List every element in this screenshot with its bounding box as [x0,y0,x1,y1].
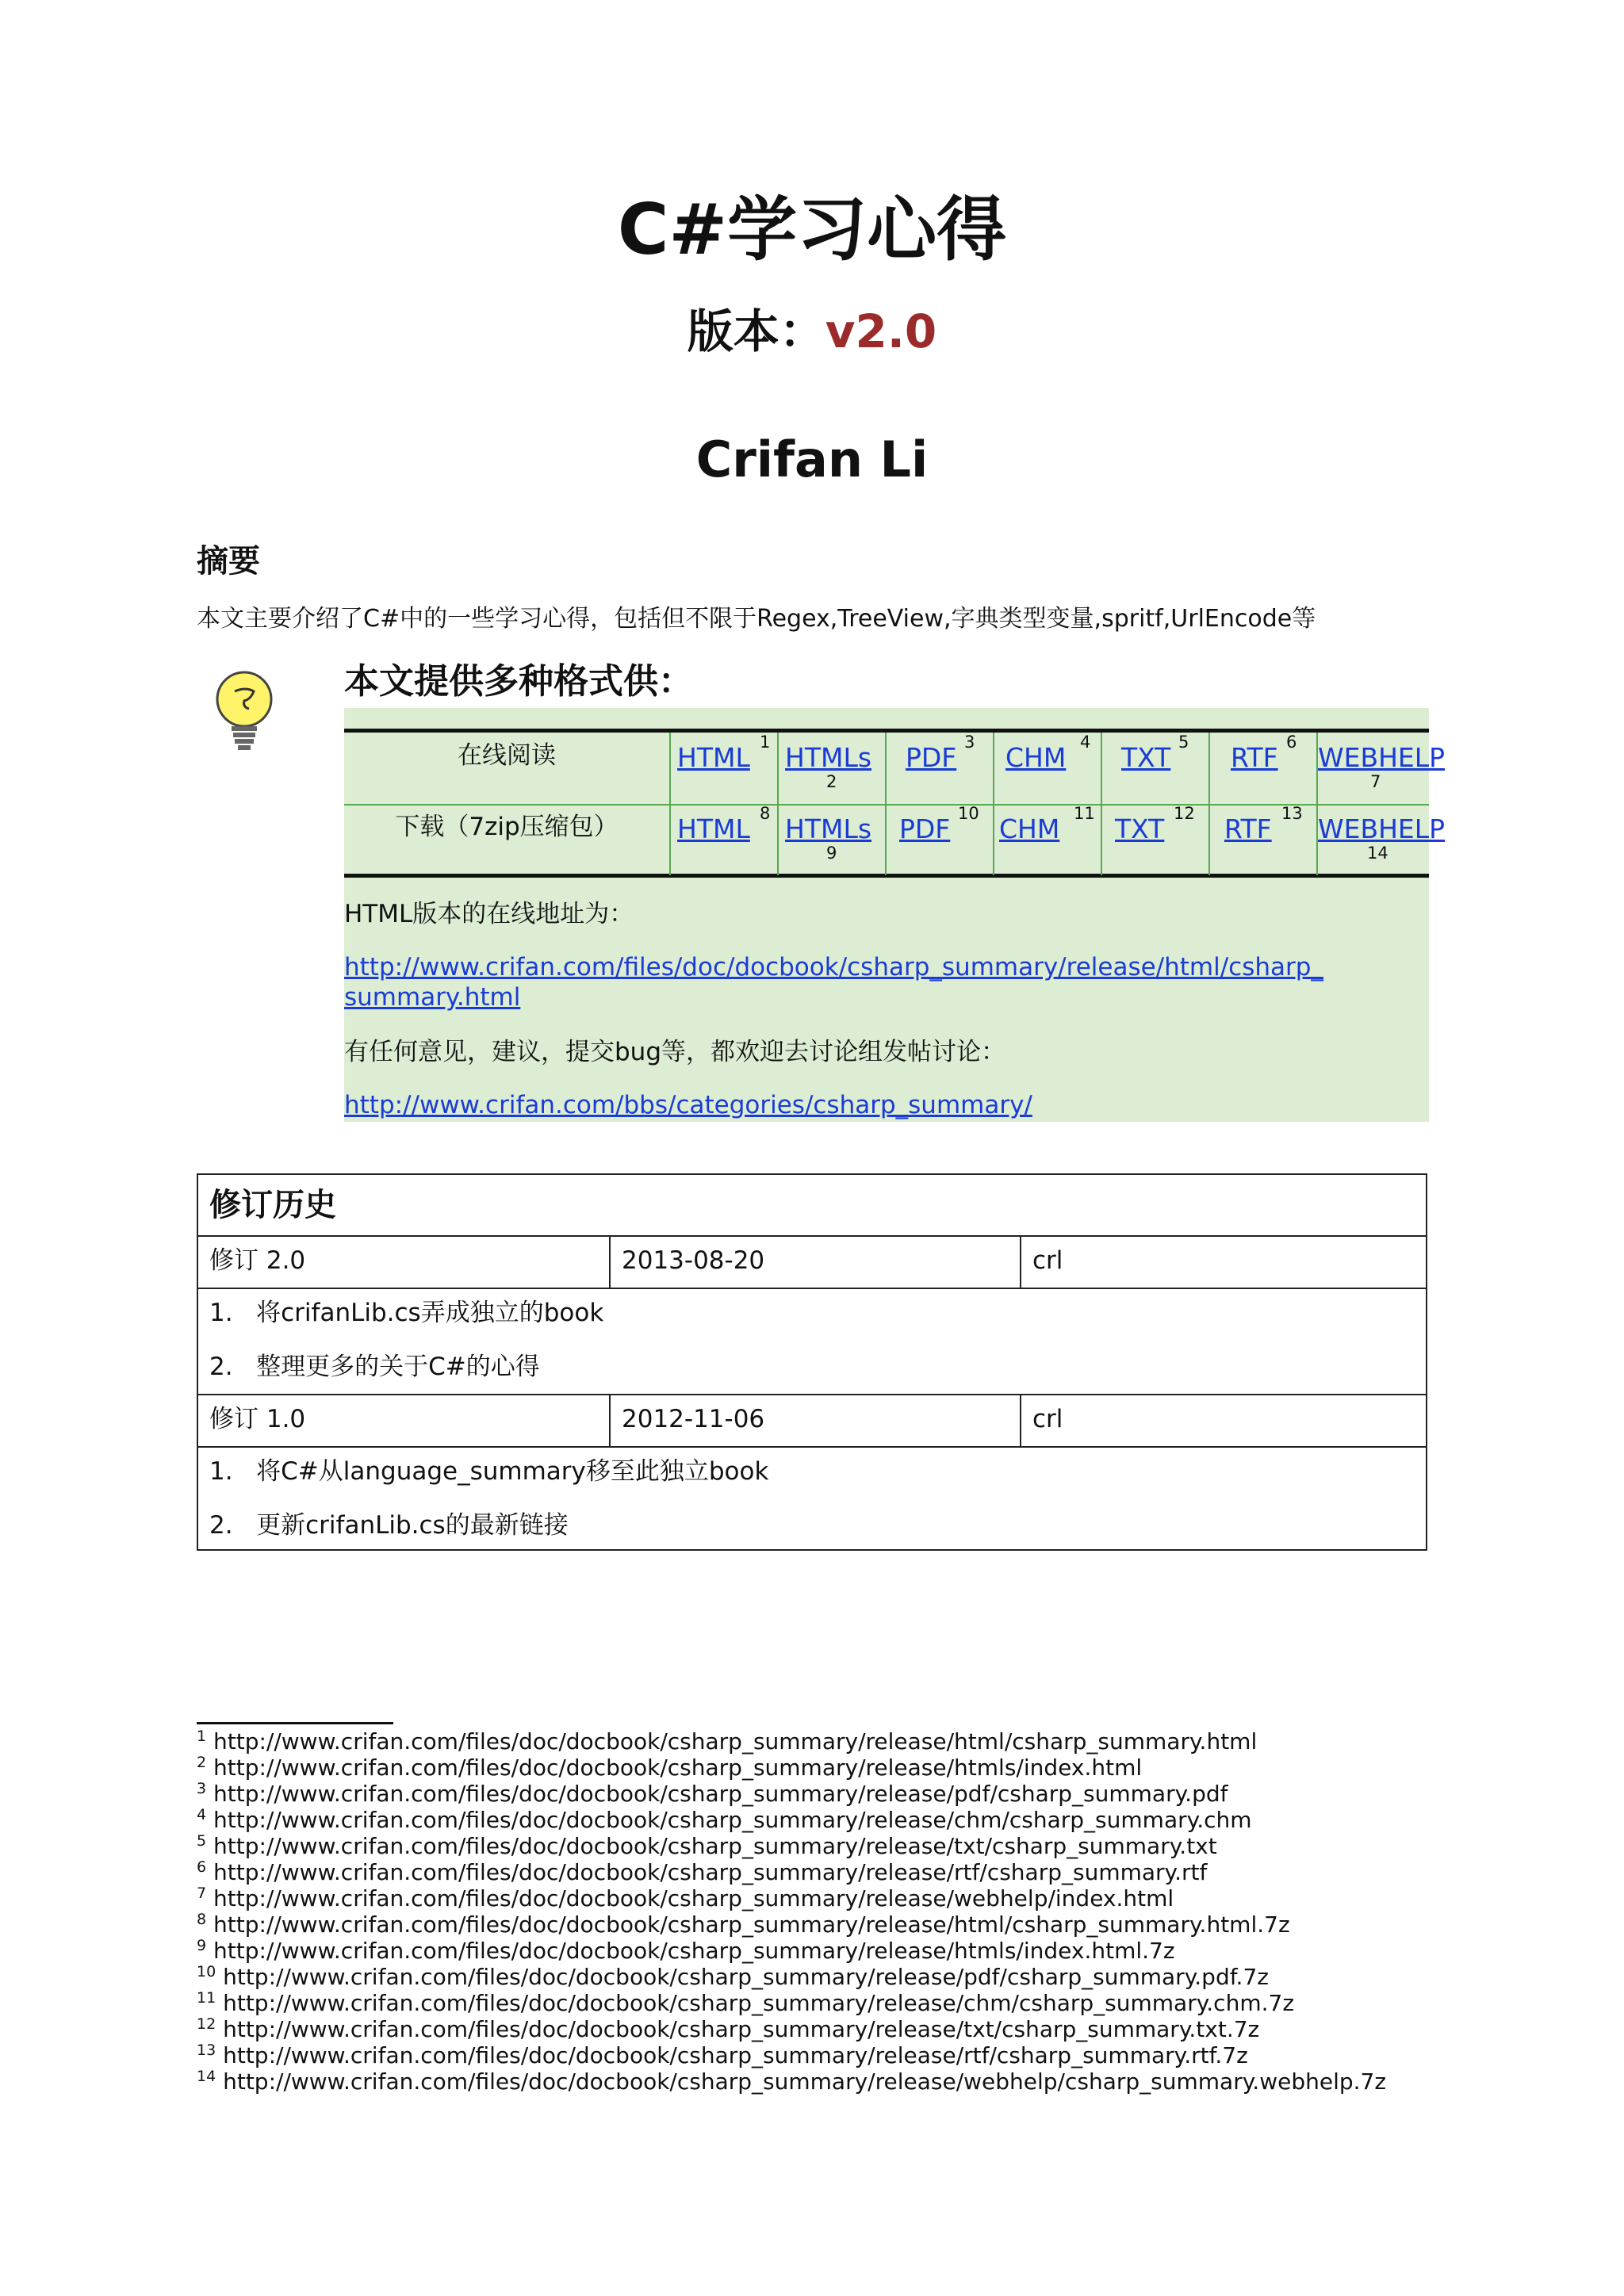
online-pdf-link[interactable]: PDF [906,742,957,773]
footnote-ref: 14 [1367,844,1388,863]
format-cell [885,733,994,804]
download-html-link[interactable]: HTML [677,813,750,844]
lightbulb-icon [205,666,284,761]
footnote-ref: 9 [826,844,837,863]
online-rtf-link[interactable]: RTF [1231,742,1278,773]
footnote-ref: 7 [1370,772,1381,791]
document-title: C#学习心得 [617,189,1007,270]
footnote-ref: 4 [1080,733,1091,752]
format-cell [993,733,1102,804]
online-webhelp-link[interactable]: WEBHELP [1318,742,1446,773]
abstract-text: 本文主要介绍了C#中的一些学习心得，包括但不限于Regex,TreeView,字典类型变量,spritf,UrlEncode等 [197,605,1316,633]
revision-date: 2012-11-06 [622,1405,765,1433]
version-label: 版本： [687,304,825,358]
download-pdf-link[interactable]: PDF [899,813,951,844]
online-chm-link[interactable]: CHM [1005,742,1067,773]
footnote: $^5$ http://www.crifan.com/files/doc/docbook/csharp_summary/release/txt/csharp_summary.txt [197,1832,1217,1859]
feedback-label: 有任何意见，建议，提交bug等，都欢迎去讨论组发帖讨论： [344,1038,1006,1066]
format-cell [993,804,1102,875]
footnote-ref: 6 [1286,733,1297,752]
footnote: $^8$ http://www.crifan.com/files/doc/docbook/csharp_summary/release/html/csharp_summary.html.7z [197,1911,1290,1938]
revision-author: crl [1032,1405,1063,1433]
footnote-ref: 13 [1281,804,1303,823]
revision-number: 修订 2.0 [209,1246,306,1275]
footnote-ref: 5 [1178,733,1189,752]
row-label: 下载（7zip压缩包） [395,813,619,841]
footnote: $^7$ http://www.crifan.com/files/doc/docbook/csharp_summary/release/webhelp/index.html [197,1885,1174,1911]
online-htmls-link[interactable]: HTMLs [785,742,872,773]
footnote: $^9$ http://www.crifan.com/files/doc/docbook/csharp_summary/release/htmls/index.html.7z [197,1937,1175,1964]
formats-table [344,729,1446,878]
download-txt-link[interactable]: TXT [1115,813,1165,844]
revision-history-table [197,1173,1427,1551]
footnote: $^{14}$ http://www.crifan.com/files/doc/docbook/csharp_summary/release/webhelp/csharp_summary.webhelp.7z [197,2068,1387,2095]
footnote: $^{11}$ http://www.crifan.com/files/doc/docbook/csharp_summary/release/chm/csharp_summary.chm.7z [197,1989,1295,2016]
footnote: $^{13}$ http://www.crifan.com/files/doc/docbook/csharp_summary/release/rtf/csharp_summary.rtf.7z [197,2042,1248,2068]
format-cell [669,804,779,875]
format-cell [777,733,887,804]
row-label: 在线阅读 [458,741,556,770]
download-rtf-link[interactable]: RTF [1224,813,1272,844]
footnote: $^3$ http://www.crifan.com/files/doc/docbook/csharp_summary/release/pdf/csharp_summary.pdf [197,1780,1228,1807]
formats-note-box [344,708,1446,1122]
footnote-ref: 2 [826,772,837,791]
format-cell [1208,804,1318,875]
footnote-ref: 11 [1074,804,1095,823]
download-webhelp-link[interactable]: WEBHELP [1318,813,1446,844]
footnote: $^4$ http://www.crifan.com/files/doc/docbook/csharp_summary/release/chm/csharp_summary.chm [197,1806,1252,1833]
footnote-ref: 12 [1174,804,1195,823]
author-name: Crifan Li [695,430,929,488]
online-html-link[interactable]: HTML [677,742,750,773]
revision-heading: 修订历史 [209,1187,336,1223]
format-cell [885,804,994,875]
footnote-separator [197,1722,393,1724]
format-cell [1316,804,1446,875]
format-cell [669,733,779,804]
online-txt-link[interactable]: TXT [1121,742,1171,773]
format-cell [777,804,887,875]
revision-date: 2013-08-20 [622,1246,765,1275]
footnote: $^{10}$ http://www.crifan.com/files/doc/docbook/csharp_summary/release/pdf/csharp_summary.pdf.7z [197,1963,1269,1990]
revision-item: 2. 整理更多的关于C#的心得 [209,1353,540,1381]
html-address-link[interactable]: http://www.crifan.com/files/doc/docbook/csharp_summary/release/html/csharp_ summary.html [344,953,1323,1012]
footnote: $^2$ http://www.crifan.com/files/doc/docbook/csharp_summary/release/htmls/index.html [197,1754,1143,1781]
feedback-link[interactable]: http://www.crifan.com/bbs/categories/csharp_summary/ [344,1091,1032,1119]
revision-item: 1. 将crifanLib.cs弄成独立的book [209,1299,604,1327]
format-cell [1101,733,1210,804]
format-cell [1316,733,1446,804]
revision-item: 2. 更新crifanLib.cs的最新链接 [209,1511,569,1540]
footnote: $^{12}$ http://www.crifan.com/files/doc/docbook/csharp_summary/release/txt/csharp_summary.txt.7z [197,2015,1260,2042]
format-cell [1208,733,1318,804]
revision-author: crl [1032,1246,1063,1275]
html-address-label: HTML版本的在线地址为： [344,900,634,928]
footnote-ref: 8 [760,804,771,823]
download-htmls-link[interactable]: HTMLs [785,813,872,844]
footnote: $^6$ http://www.crifan.com/files/doc/docbook/csharp_summary/release/rtf/csharp_summary.rtf [197,1858,1208,1885]
footnote-ref: 1 [760,733,771,752]
version-line [0,300,1624,363]
revision-number: 修订 1.0 [209,1405,306,1433]
revision-item: 1. 将C#从language_summary移至此独立book [209,1457,769,1486]
footnote-ref: 3 [964,733,975,752]
footnote: $^1$ http://www.crifan.com/files/doc/docbook/csharp_summary/release/html/csharp_summary.html [197,1728,1258,1755]
formats-row-download [344,804,1446,875]
formats-row-online [344,733,1446,806]
format-cell [1101,804,1210,875]
abstract-heading: 摘要 [197,543,260,580]
version-value: v2.0 [825,304,937,358]
download-chm-link[interactable]: CHM [999,813,1060,844]
footnote-ref: 10 [958,804,979,823]
formats-heading: 本文提供多种格式供： [344,661,693,702]
